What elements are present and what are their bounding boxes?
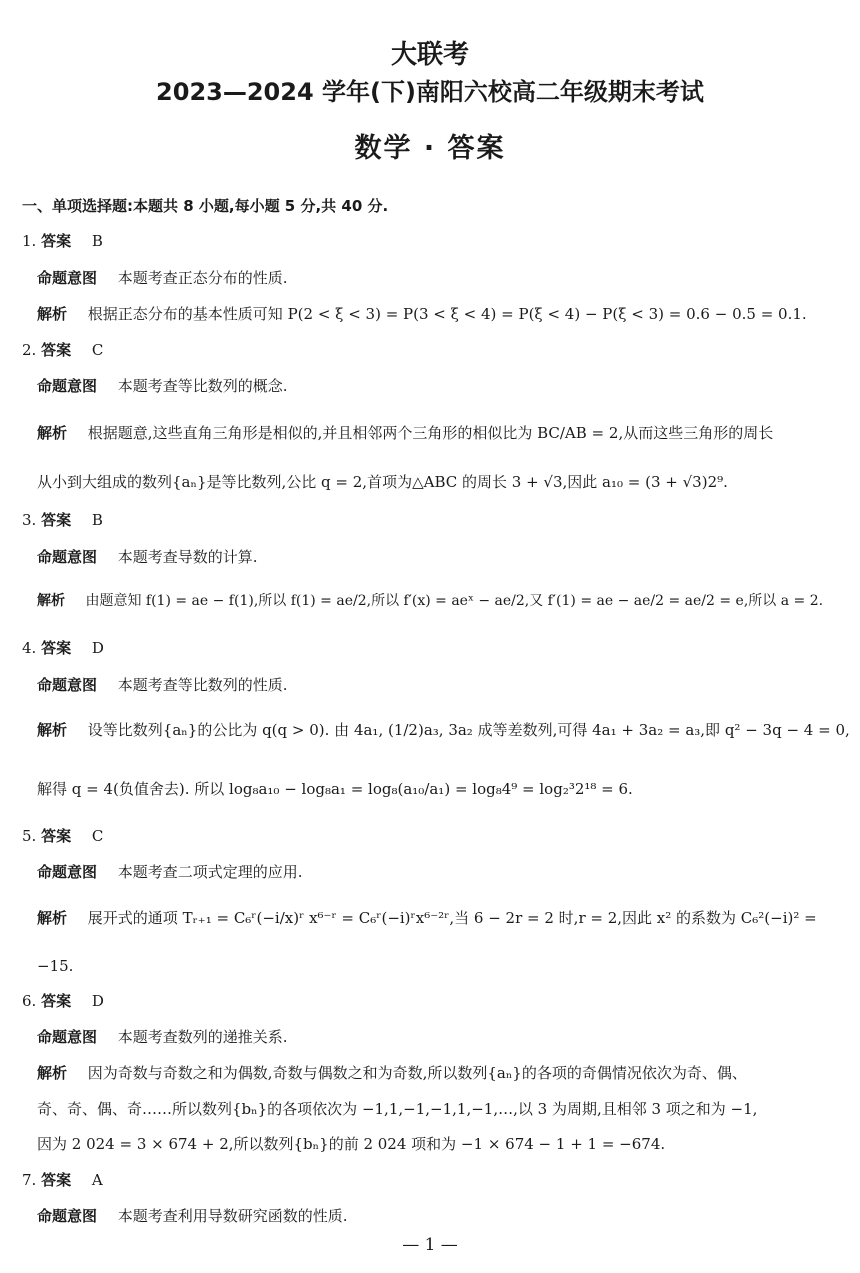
q7-answer: A [91,1171,103,1189]
q6-analysis-continued-2: 因为 2 024 = 3 × 674 + 2,所以数列{bₙ}的前 2 024 项和为 −1 × 674 − 1 + 1 = −674. [37,1135,666,1153]
analysis-label: 解析 [37,909,68,927]
q3-intent: 本题考查导数的计算. [117,548,258,566]
analysis-label: 解析 [37,305,68,323]
q4-number: 4. [22,639,37,657]
q5-analysis-continued: −15. [37,957,74,975]
q3-analysis-line [37,591,823,611]
q1-answer-line [22,231,103,251]
intent-label: 命题意图 [37,269,98,287]
intent-label: 命题意图 [37,377,98,395]
q5-intent: 本题考查二项式定理的应用. [117,863,303,881]
intent-label: 命题意图 [37,1207,98,1225]
q1-answer: B [91,232,103,250]
q5-answer-line [22,826,103,846]
q3-number: 3. [22,511,37,529]
q5-number: 5. [22,827,37,845]
q4-intent-line [37,675,288,695]
q3-answer: B [91,511,103,529]
q4-analysis: 设等比数列{aₙ}的公比为 q(q > 0). 由 4a₁, (1/2)a₃, 3a₂ 成等差数列,可得 4a₁ + 3a₂ = a₃,即 q² − 3q − 4 = 0, [87,721,850,739]
q6-intent: 本题考查数列的递推关系. [117,1028,288,1046]
intent-label: 命题意图 [37,676,98,694]
analysis-label: 解析 [37,1064,68,1082]
q2-intent-line [37,376,288,396]
answer-label: 答案 [41,341,72,359]
answer-label: 答案 [41,827,72,845]
q3-intent-line [37,547,258,567]
q6-intent-line [37,1027,288,1047]
q1-analysis-line [37,304,807,324]
q7-number: 7. [22,1171,37,1189]
q7-intent: 本题考查利用导数研究函数的性质. [117,1207,348,1225]
q5-answer: C [91,827,104,845]
analysis-label: 解析 [37,593,65,609]
intent-label: 命题意图 [37,863,98,881]
q1-number: 1. [22,232,37,250]
q5-intent-line [37,862,303,882]
q2-analysis-line [37,423,773,443]
q7-intent-line [37,1206,348,1226]
subject-title: 数学 · 答案 [354,133,506,164]
answer-label: 答案 [41,1171,72,1189]
q1-intent: 本题考查正态分布的性质. [117,269,288,287]
q5-analysis: 展开式的通项 Tᵣ₊₁ = C₆ʳ(−i/x)ʳ x⁶⁻ʳ = C₆ʳ(−i)ʳx⁶⁻²ʳ,当 6 − 2r = 2 时,r = 2,因此 x² 的系数为 C₆²(−i)² = [87,909,817,927]
q2-analysis-continued: 从小到大组成的数列{aₙ}是等比数列,公比 q = 2,首项为△ABC 的周长 3 + √3,因此 a₁₀ = (3 + √3)2⁹. [37,473,728,491]
section-heading: 一、单项选择题:本题共 8 小题,每小题 5 分,共 40 分. [22,197,389,215]
q2-intent: 本题考查等比数列的概念. [117,377,288,395]
q4-analysis-continued: 解得 q = 4(负值舍去). 所以 log₈a₁₀ − log₈a₁ = log₈(a₁₀/a₁) = log₈4⁹ = log₂³2¹⁸ = 6. [37,780,633,798]
exam-title: 2023—2024 学年(下)南阳六校高二年级期末考试 [156,78,704,106]
q2-analysis: 根据题意,这些直角三角形是相似的,并且相邻两个三角形的相似比为 BC/AB = 2,从而这些三角形的周长 [87,424,774,442]
q3-answer-line [22,510,103,530]
intent-label: 命题意图 [37,548,98,566]
answer-label: 答案 [41,639,72,657]
q3-analysis: 由题意知 f(1) = ae − f(1),所以 f(1) = ae/2,所以 f′(x) = aeˣ − ae/2,又 f′(1) = ae − ae/2 = ae/2 = e,所以 a = 2. [85,593,824,609]
q6-analysis-line [37,1063,747,1083]
answer-label: 答案 [41,992,72,1010]
q5-analysis-line [37,908,817,928]
q1-analysis: 根据正态分布的基本性质可知 P(2 < ξ < 3) = P(3 < ξ < 4) = P(ξ < 4) − P(ξ < 3) = 0.6 − 0.5 = 0.1. [87,305,807,323]
q2-answer-line [22,340,103,360]
q6-analysis: 因为奇数与奇数之和为偶数,奇数与偶数之和为奇数,所以数列{aₙ}的各项的奇偶情况依次为奇、偶、 [87,1064,747,1082]
q1-intent-line [37,268,288,288]
answer-label: 答案 [41,232,72,250]
q7-answer-line [22,1170,103,1190]
page-number: — 1 — [402,1235,458,1255]
analysis-label: 解析 [37,721,68,739]
analysis-label: 解析 [37,424,68,442]
q4-answer-line [22,638,104,658]
q4-answer: D [91,639,104,657]
q6-answer: D [91,992,104,1010]
exam-brand-title: 大联考 [390,40,469,70]
q2-number: 2. [22,341,37,359]
q4-intent: 本题考查等比数列的性质. [117,676,288,694]
q6-number: 6. [22,992,37,1010]
intent-label: 命题意图 [37,1028,98,1046]
q4-analysis-line [37,720,850,740]
answer-label: 答案 [41,511,72,529]
q6-analysis-continued-1: 奇、奇、偶、奇……所以数列{bₙ}的各项依次为 −1,1,−1,−1,1,−1,…,以 3 为周期,且相邻 3 项之和为 −1, [37,1100,758,1118]
q2-answer: C [91,341,104,359]
q6-answer-line [22,991,104,1011]
